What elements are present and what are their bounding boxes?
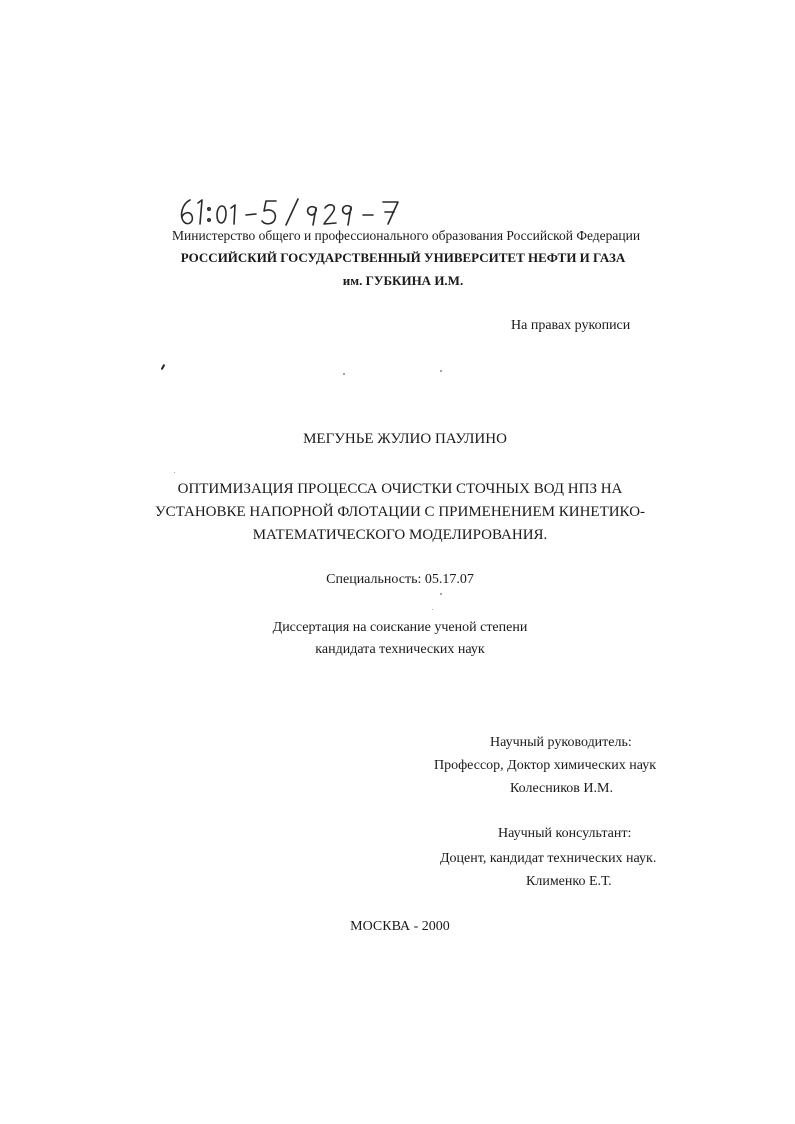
manuscript-rights-note: На правах рукописи xyxy=(511,318,631,333)
scan-speck xyxy=(343,373,345,375)
handwritten-archive-code xyxy=(176,194,426,228)
city-year: МОСКВА - 2000 xyxy=(350,919,450,934)
scan-speck xyxy=(440,370,442,372)
consultant-name: Клименко Е.Т. xyxy=(526,874,612,889)
university-name-line: им. ГУБКИНА И.М. xyxy=(342,273,464,288)
supervisor-name: Колесников И.М. xyxy=(510,781,613,796)
supervisor-degree: Профессор, Доктор химических наук xyxy=(434,758,657,773)
consultant-role: Научный консультант: xyxy=(498,826,632,841)
dissertation-line-2: кандидата технических наук xyxy=(315,642,485,657)
author-name: МЕГУНЬЕ ЖУЛИО ПАУЛИНО xyxy=(303,431,507,447)
university-line: РОССИЙСКИЙ ГОСУДАРСТВЕННЫЙ УНИВЕРСИТЕТ НЕФТИ И ГАЗА xyxy=(180,250,626,265)
scan-mark xyxy=(161,364,166,370)
title-line-2: УСТАНОВКЕ НАПОРНОЙ ФЛОТАЦИИ С ПРИМЕНЕНИЕМ КИНЕТИКО- xyxy=(154,504,646,520)
supervisor-role: Научный руководитель: xyxy=(490,735,632,750)
ministry-line: Министерство общего и профессионального образования Российской Федерации xyxy=(172,228,641,243)
consultant-degree: Доцент, кандидат технических наук. xyxy=(440,851,657,866)
title-line-3: МАТЕМАТИЧЕСКОГО МОДЕЛИРОВАНИЯ. xyxy=(252,527,548,543)
scan-speck xyxy=(174,472,175,473)
dissertation-line-1: Диссертация на соискание ученой степени xyxy=(272,620,528,635)
scan-speck xyxy=(432,609,433,610)
scan-speck xyxy=(440,593,442,595)
title-line-1: ОПТИМИЗАЦИЯ ПРОЦЕССА ОЧИСТКИ СТОЧНЫХ ВОД НПЗ НА xyxy=(177,481,623,497)
specialty-line: Специальность: 05.17.07 xyxy=(326,572,474,587)
